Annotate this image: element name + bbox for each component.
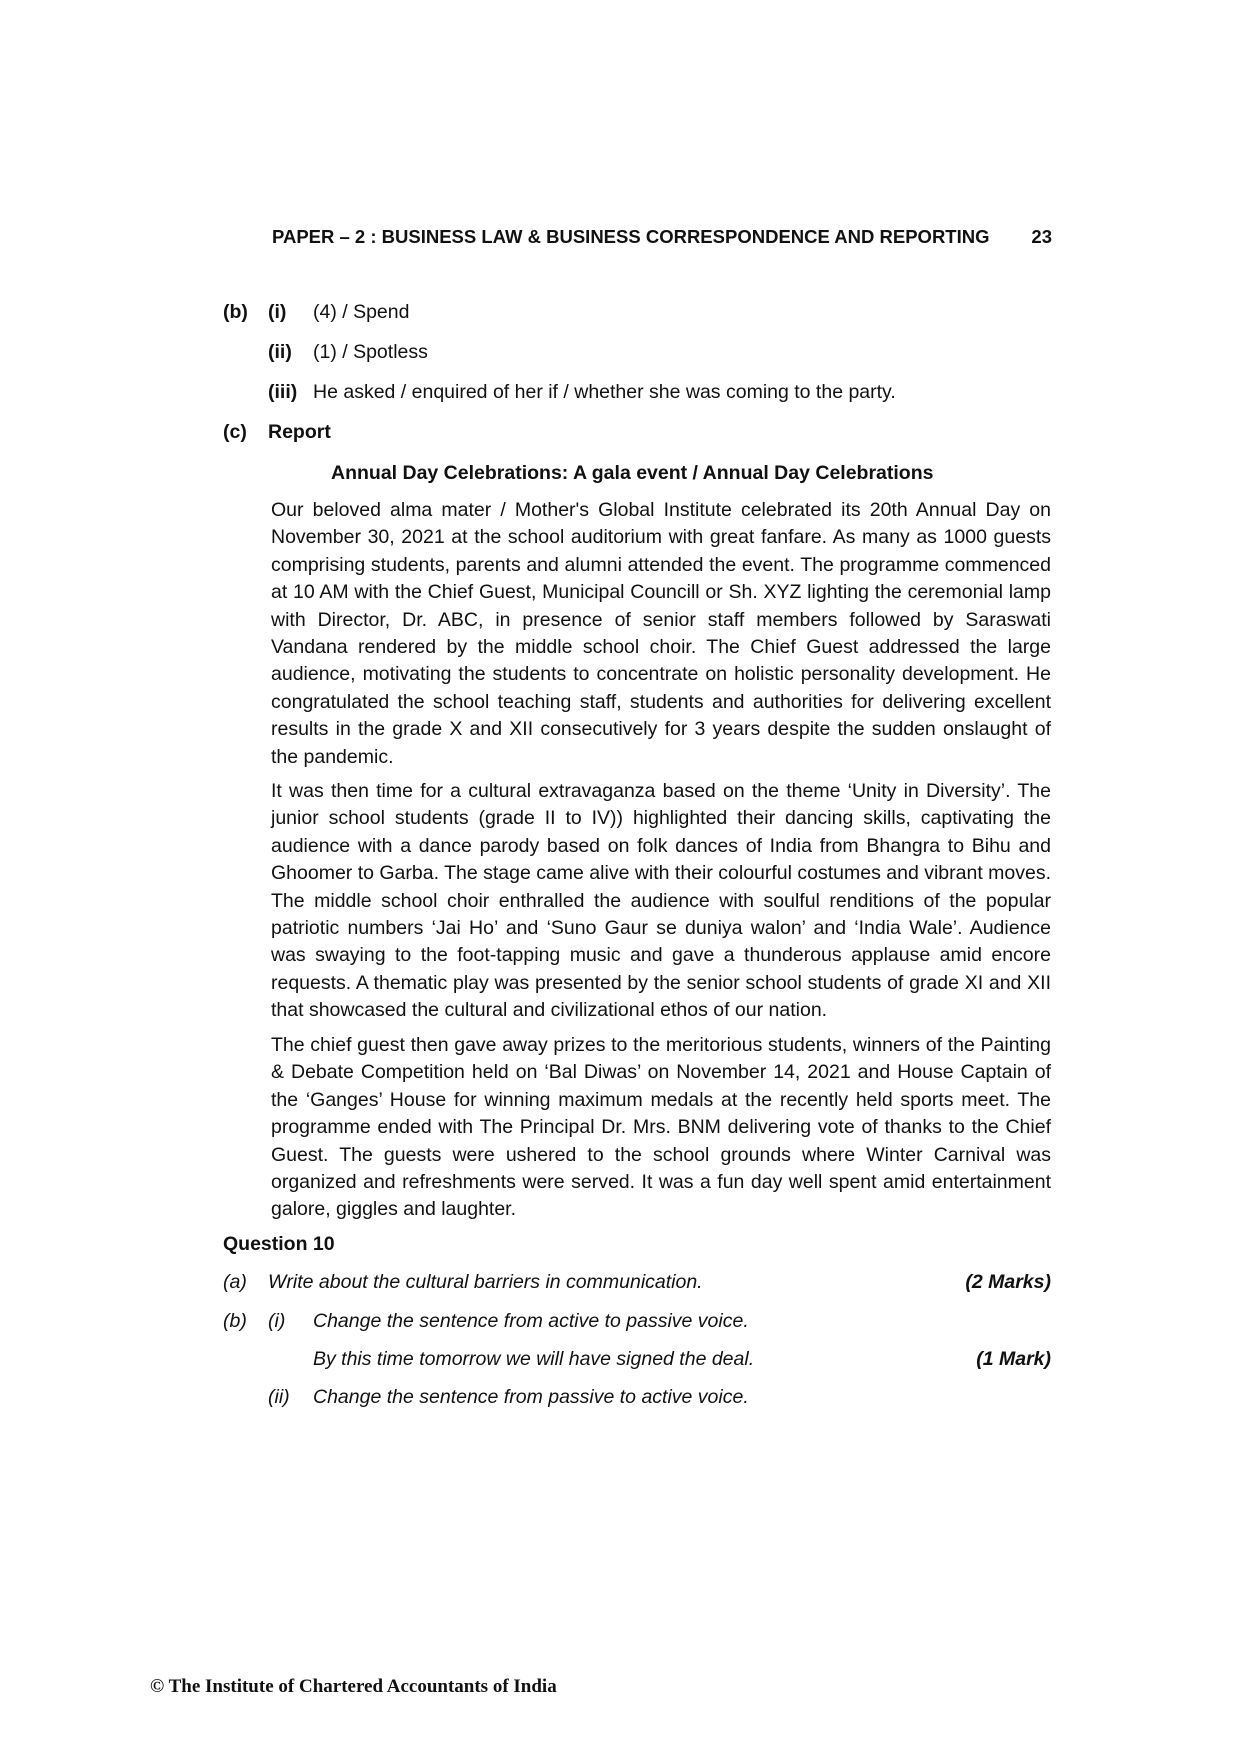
report-paragraph-3: The chief guest then gave away prizes to the meritorious students, winners of the Painting & Debate Competition held on ‘Bal Diwas’ on November 14, 2021 and House Captain of the ‘Ganges’ House for winning maximum medals at the recently held sports meet. The programme ended with The Principal Dr. Mrs. BNM delivering vote of thanks to the Chief Guest. The guests were ushered to the school grounds where Winter Carnival was organized and refreshments were served. It was a fun day well spent amid entertainment galore, giggles and laughter. — [271, 1034, 1051, 1221]
q10-a-label: (a) — [223, 1271, 247, 1293]
q10-b-i-text: Change the sentence from active to passive voice. — [313, 1310, 749, 1332]
item-text: He asked / enquired of her if / whether she was coming to the party. — [313, 381, 896, 403]
header-title: PAPER – 2 : BUSINESS LAW & BUSINESS CORRESPONDENCE AND REPORTING — [272, 226, 990, 247]
q10-b-ii-text: Change the sentence from passive to active voice. — [313, 1386, 749, 1408]
q10-a-marks: (2 Marks) — [965, 1271, 1051, 1293]
item-text: (4) / Spend — [313, 301, 410, 323]
q10-b-ii-label: (ii) — [268, 1386, 290, 1408]
question-10-heading: Question 10 — [223, 1233, 335, 1255]
footer-copyright: © The Institute of Chartered Accountants of India — [150, 1676, 557, 1697]
item-label: (iii) — [268, 381, 298, 403]
q10-part-b-ii — [268, 1386, 749, 1409]
q10-b-i-label: (i) — [268, 1310, 286, 1332]
part-c-heading — [223, 421, 331, 444]
q10-part-b-i — [223, 1310, 749, 1333]
part-b-item-3 — [268, 381, 896, 404]
page-number: 23 — [1031, 226, 1052, 247]
item-label: (ii) — [268, 341, 292, 363]
item-label: (i) — [268, 301, 287, 323]
part-c-label: (c) — [223, 421, 247, 443]
report-paragraph-2: It was then time for a cultural extravaganza based on the theme ‘Unity in Diversity’. The junior school students (grade II to IV)) highlighted their dancing skills, captivating the audience with a dance parody based on folk dances of India from Bhangra to Bihu and Ghoomer to Garba. The stage came alive with their colourful costumes and vibrant moves. The middle school choir enthralled the audience with soulful renditions of the popular patriotic numbers ‘Jai Ho’ and ‘Suno Gaur se duniya walon’ and ‘India Wale’. Audience was swaying to the foot-tapping music and gave a thunderous applause amid encore requests. A thematic play was presented by the senior school students of grade XI and XII that showcased the cultural and civilizational ethos of our nation. — [271, 780, 1052, 1022]
item-text: (1) / Spotless — [313, 341, 428, 363]
part-b-item-2 — [268, 341, 428, 364]
part-b-label: (b) — [223, 301, 248, 323]
report-paragraph-1: Our beloved alma mater / Mother's Global Institute celebrated its 20th Annual Day on November 30, 2021 at the school auditorium with great fanfare. As many as 1000 guests comprising students, parents and alumni attended the event. The programme commenced at 10 AM with the Chief Guest, Municipal Councill or Sh. XYZ lighting the ceremonial lamp with Director, Dr. ABC, in presence of senior staff members followed by Saraswati Vandana rendered by the middle school choir. The Chief Guest addressed the large audience, motivating the students to concentrate on holistic personality development. He congratulated the school teaching staff, students and authorities for delivering excellent results in the grade X and XII consecutively for 3 years despite the sudden onslaught of the pandemic. — [271, 499, 1051, 768]
part-b-item-1 — [223, 301, 409, 324]
report-title: Annual Day Celebrations: A gala event / Annual Day Celebrations — [331, 462, 934, 484]
q10-a-text: Write about the cultural barriers in communication. — [268, 1271, 703, 1293]
page-header — [272, 226, 1052, 248]
report-heading: Report — [268, 421, 331, 443]
q10-b-label: (b) — [223, 1310, 247, 1332]
q10-part-a — [223, 1271, 703, 1294]
q10-b-i-sentence: By this time tomorrow we will have signed the deal. — [313, 1348, 755, 1370]
q10-b-i-marks: (1 Mark) — [976, 1348, 1051, 1370]
